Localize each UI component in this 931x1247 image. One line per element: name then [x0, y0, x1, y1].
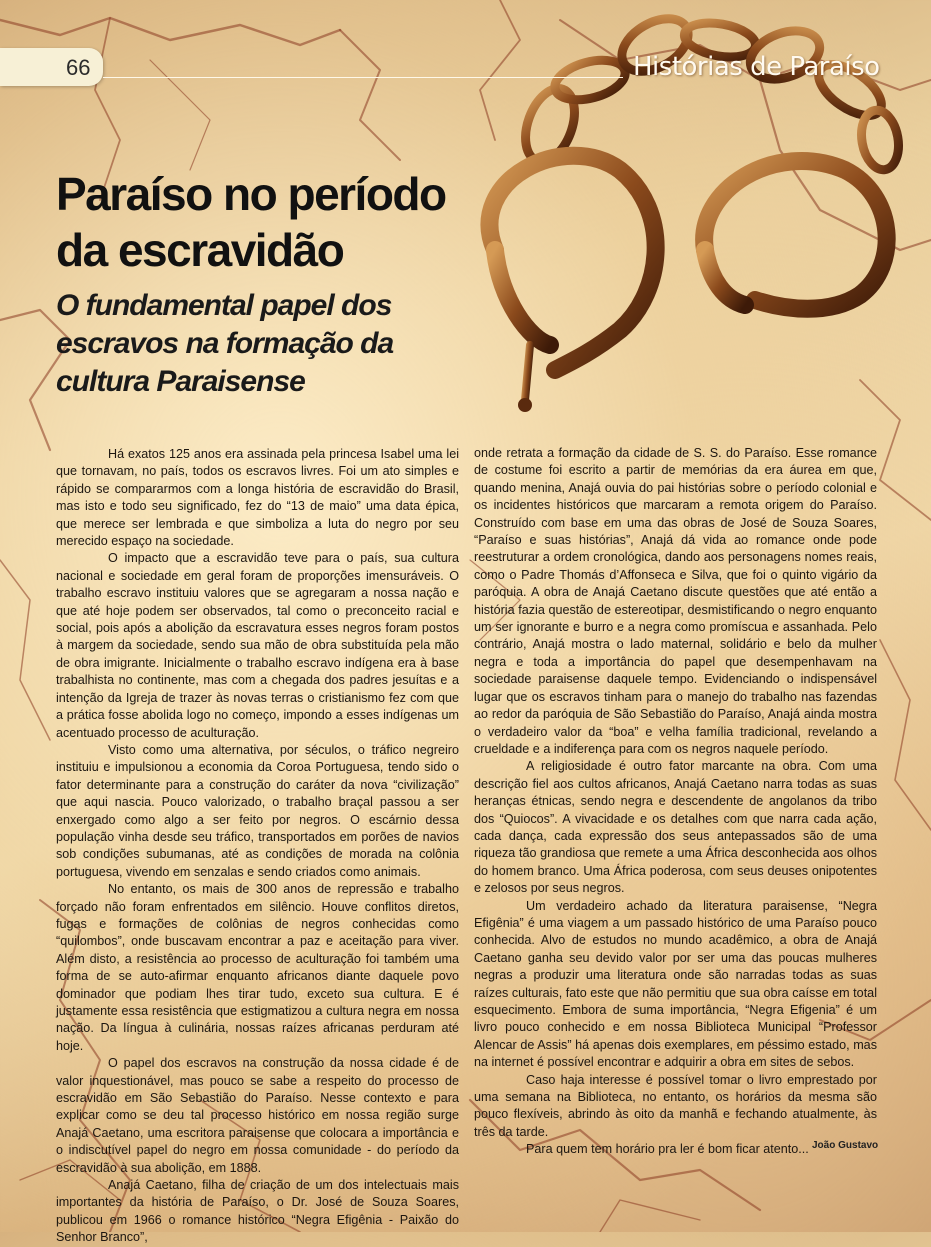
paragraph: Para quem tem horário pra ler é bom ficar atento... — [526, 1142, 809, 1157]
article-column-right — [474, 445, 877, 1159]
paragraph: onde retrata a formação da cidade de S. S. do Paraíso. Esse romance de costume foi escrito a partir de memórias da era áurea em que, quando menina, Anajá ouvia do pai histórias sobre o período colonial e os incidentes históricos que marcaram a remota origem do Paraíso. Construído com base em uma das obras de José de Souza Soares, “Paraíso e suas histórias”, Anajá dá vida ao romance onde pode reestruturar a ordem cronológica, dando aos personagens nomes reais, como o Padre Thomás d’Affonseca e Silva, que foi o quinto vigário da paróquia. A obra de Anajá Caetano discute questões que até então a história fazia questão de estereotipar, desmistificando o negro enquanto um ser ignorante e burro e a negra como promíscua e assanhada. Pelo contrário, Anajá mostra o lado maternal, solidário e belo da mulher negra e toda a importância do papel que desempenhavam na sociedade paraisense daquele tempo. Evidenciando o indispensável lugar que os escravos tinham para o manejo do trabalho nas fazendas ao redor da paróquia de São Sebastião do Paraíso, Anajá ainda mostra o verdadeiro valor da “boa” e velha família tradicional, revelando a crueldade e a indiferença para com os negros naquele período. — [474, 446, 877, 756]
paragraph: O impacto que a escravidão teve para o país, sua cultura nacional e sociedade em geral foram de proporções imensuráveis. O trabalho escravo instituiu valores que se agregaram a nossa nação e que até hoje podem ser observados, tal como o preconceito racial e social, pois após a abolição da escravatura esses negros foram postos à margem da sociedade, sendo sua mão de obra substituída pela mão de obra imigrante. Inicialmente o trabalho escravo indígena era à base trabalhista no continente, mas com a chegada dos padres jesuítas e a intenção da Igreja de trazer às novas terras o cristianismo fez com que a prática fosse abolida logo no começo, impondo a esses indígenas um acentuado processo de aculturação. — [56, 551, 459, 740]
page-number: 66 — [66, 55, 91, 80]
paragraph: O papel dos escravos na construção da nossa cidade é de valor inquestionável, mas pouco se sabe a respeito do processo de escravidão em São Sebastião do Paraíso. Nesse contexto e para explicar como se deu tal processo histórico em nossa região surge Anajá Caetano, uma escritora paraisense que colocara a importância e o indiscutível papel do negro em nossa comunidade - do período da escravidão à sua abolição, em 1888. — [56, 1056, 459, 1175]
header-rule — [103, 77, 623, 78]
paragraph: Um verdadeiro achado da literatura paraisense, “Negra Efigênia” é uma viagem a um passado histórico de uma Paraíso pouco conhecida. Alvo de estudos no mundo acadêmico, a obra de Anajá Caetano ganha seu devido valor por ser uma das poucas mulheres negras a produzir uma literatura onde são narradas todas as suas raízes culturais, fato este que não permitiu que sua obra caísse em total esquecimento. Embora de suma importância, “Negra Efigenia” é um livro pouco conhecido e em nossa Biblioteca Municipal “Professor Alencar de Assis” há apenas dois exemplares, em péssimo estado, mas na internet é possível encontrar e adquirir a obra em sites de sebos. — [474, 898, 877, 1070]
paragraph: Visto como uma alternativa, por séculos, o tráfico negreiro instituiu e impulsionou a economia da Coroa Portuguesa, tendo sido o fator determinante para a construção do caráter da nova “civilização” que aqui nascia. Pouco valorizado, o trabalho braçal passou a ser enxergado como algo a ser feito por negros. O escárnio dessa população vinha desde seu tráfico, transportados em porões de navios sob condições subumanas, até as condições de morada na colônia portuguesa, vivendo em senzalas e sendo criados como animais. — [56, 742, 459, 879]
section-name: Histórias de Paraíso — [633, 52, 880, 82]
article-title-line-1: Paraíso no período — [56, 168, 446, 220]
author-credit: João Gustavo — [812, 1140, 879, 1151]
article-subtitle-line-3: cultura Paraisense — [56, 365, 305, 398]
article-subtitle-line-1: O fundamental papel dos — [56, 289, 392, 322]
article-title-line-2: da escravidão — [56, 224, 344, 276]
article-subtitle — [56, 287, 456, 401]
article-title — [56, 166, 496, 278]
paragraph: No entanto, os mais de 300 anos de repressão e trabalho forçado não foram enfrentados em silêncio. Houve conflitos diretos, fugas e formações de colônias de negros conhecidas como “quilombos”, onde buscavam encontrar a paz e aceitação para viver. Além disto, a resistência ao processo de aculturação foi também uma forma de se auto-afirmar enquanto africanos diante daquele povo dominador que podiam lhes tirar tudo, exceto sua cultura. E é justamente essa resistência que estigmatizou a cultura negra em nossa nação. Da língua à culinária, nossas raízes africanas perduram até hoje. — [56, 882, 459, 1053]
paragraph: Anajá Caetano, filha de criação de um dos intelectuais mais importantes da história de Paraíso, o Dr. José de Souza Soares, publicou em 1966 o romance histórico “Negra Efigênia - Paixão do Senhor Branco”, — [56, 1178, 459, 1245]
paragraph: Caso haja interesse é possível tomar o livro emprestado por uma semana na Biblioteca, no entanto, os horários da mesma são pouco flexíveis, abrindo às oito da manhã e fechando atualmente, às três da tarde. — [474, 1072, 877, 1139]
paragraph: Há exatos 125 anos era assinada pela princesa Isabel uma lei que tornavam, no país, todos os escravos livres. Foi um ato simples e rápido se compararmos com a longa história de escravidão do Brasil, mas isto e todo seu significado, fez do “13 de maio” uma data épica, que merece ser lembrada e que simboliza a luta do negro por seu merecido espaço na sociedade. — [56, 447, 459, 549]
paragraph: A religiosidade é outro fator marcante na obra. Com uma descrição fiel aos cultos africanos, Anajá Caetano narra todas as suas heranças étnicas, sendo negra e descendente de angolanos da tribo dos “Quiocos”. A vivacidade e os detalhes com que narra cada ação, cada dança, cada expressão dos seus antepassados são de uma riqueza tão grandiosa que remete a uma África desconhecida aos olhos do homem branco. Uma África poderosa, com seus deuses onipotentes e zelosos por seus negros. — [474, 759, 877, 896]
article-subtitle-line-2: escravos na formação da — [56, 327, 394, 360]
article-column-left — [56, 446, 459, 1247]
